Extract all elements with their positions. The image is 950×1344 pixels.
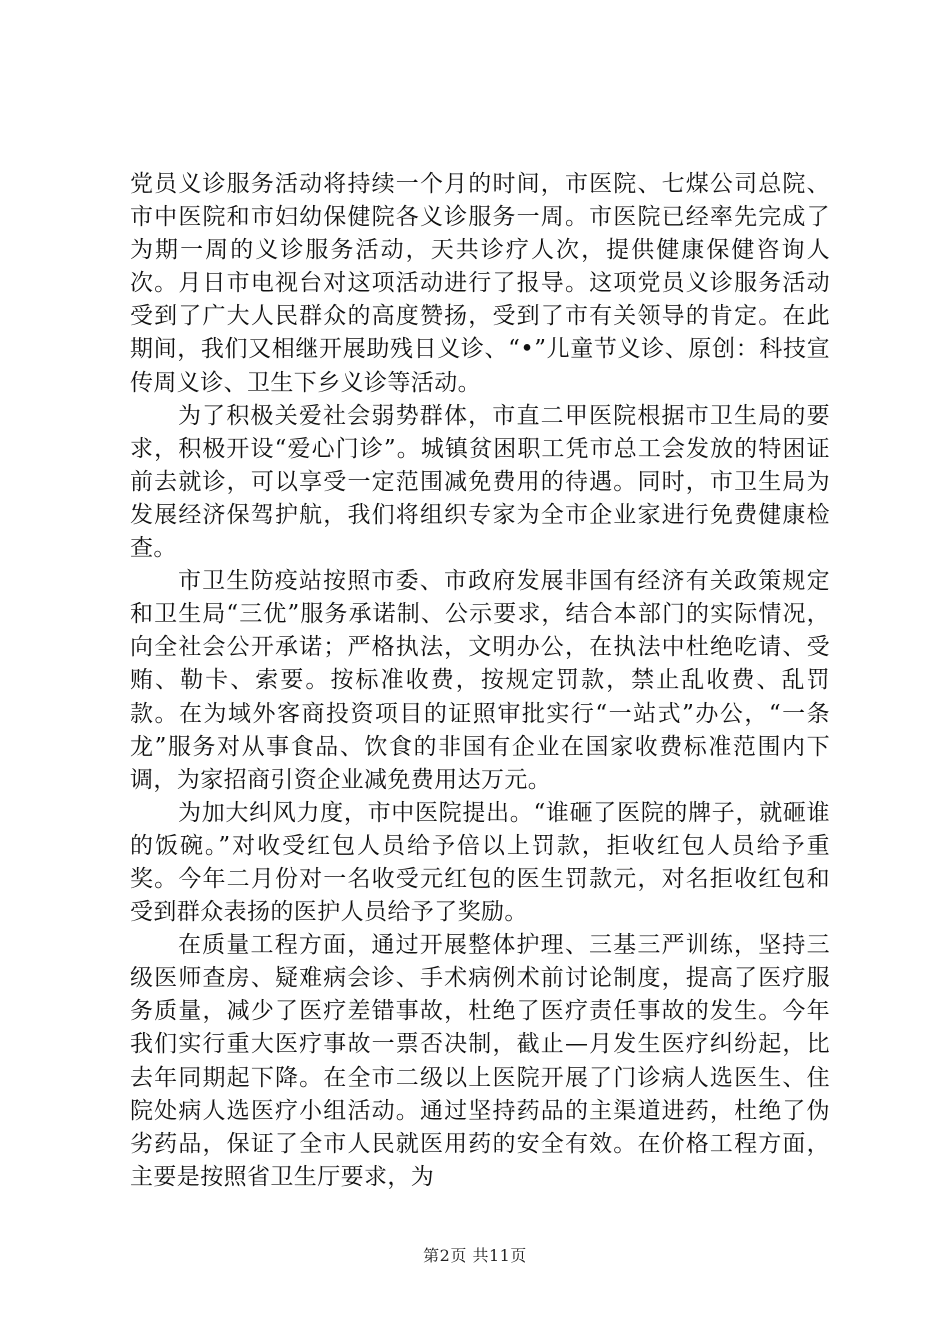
page-footer: 第2页 共11页 <box>423 1246 527 1265</box>
paragraph-quality-engineering: 在质量工程方面，通过开展整体护理、三基三严训练，坚持三级医师查房、疑难病会诊、手术病例术前讨论制度，提高了医疗服务质量，减少了医疗差错事故，杜绝了医疗责任事故的发生。今年我们实行重大医疗事故一票否决制，截止—月发生医疗纠纷起，比去年同期起下降。在全市二级以上医院开展了门诊病人选医生、住院处病人选医疗小组活动。通过坚持药品的主渠道进药，杜绝了伪劣药品，保证了全市人民就医用药的安全有效。在价格工程方面，主要是按照省卫生厅要求，为 <box>130 932 830 1190</box>
paragraph-anti-corruption: 为加大纠风力度，市中医院提出。“谁砸了医院的牌子，就砸谁的饭碗。”对收受红包人员给予倍以上罚款，拒收红包人员给予重奖。今年二月份对一名收受元红包的医生罚款元，对名拒收红包和受到群众表扬的医护人员给予了奖励。 <box>130 799 830 926</box>
paragraph-caring-clinic: 为了积极关爱社会弱势群体，市直二甲医院根据市卫生局的要求，积极开设“爱心门诊”。城镇贫困职工凭市总工会发放的特困证前去就诊，可以享受一定范围减免费用的待遇。同时，市卫生局为发展经济保驾护航，我们将组织专家为全市企业家进行免费健康检查。 <box>130 402 830 562</box>
document-body <box>130 168 830 1194</box>
paragraph-epidemic-station: 市卫生防疫站按照市委、市政府发展非国有经济有关政策规定和卫生局“三优”服务承诺制、公示要求，结合本部门的实际情况，向全社会公开承诺；严格执法，文明办公，在执法中杜绝吃请、受贿、勒卡、索要。按标准收费，按规定罚款，禁止乱收费、乱罚款。在为域外客商投资项目的证照审批实行“一站式”办公，“一条龙”服务对从事食品、饮食的非国有企业在国家收费标准范围内下调，为家招商引资企业减免费用达万元。 <box>130 568 830 793</box>
paragraph-continuation: 党员义诊服务活动将持续一个月的时间，市医院、七煤公司总院、市中医院和市妇幼保健院各义诊服务一周。市医院已经率先完成了为期一周的义诊服务活动，天共诊疗人次，提供健康保健咨询人次。月日市电视台对这项活动进行了报导。这项党员义诊服务活动受到了广大人民群众的高度赞扬，受到了市有关领导的肯定。在此期间，我们又相继开展助残日义诊、“•”儿童节义诊、原创：科技宣传周义诊、卫生下乡义诊等活动。 <box>130 171 830 396</box>
